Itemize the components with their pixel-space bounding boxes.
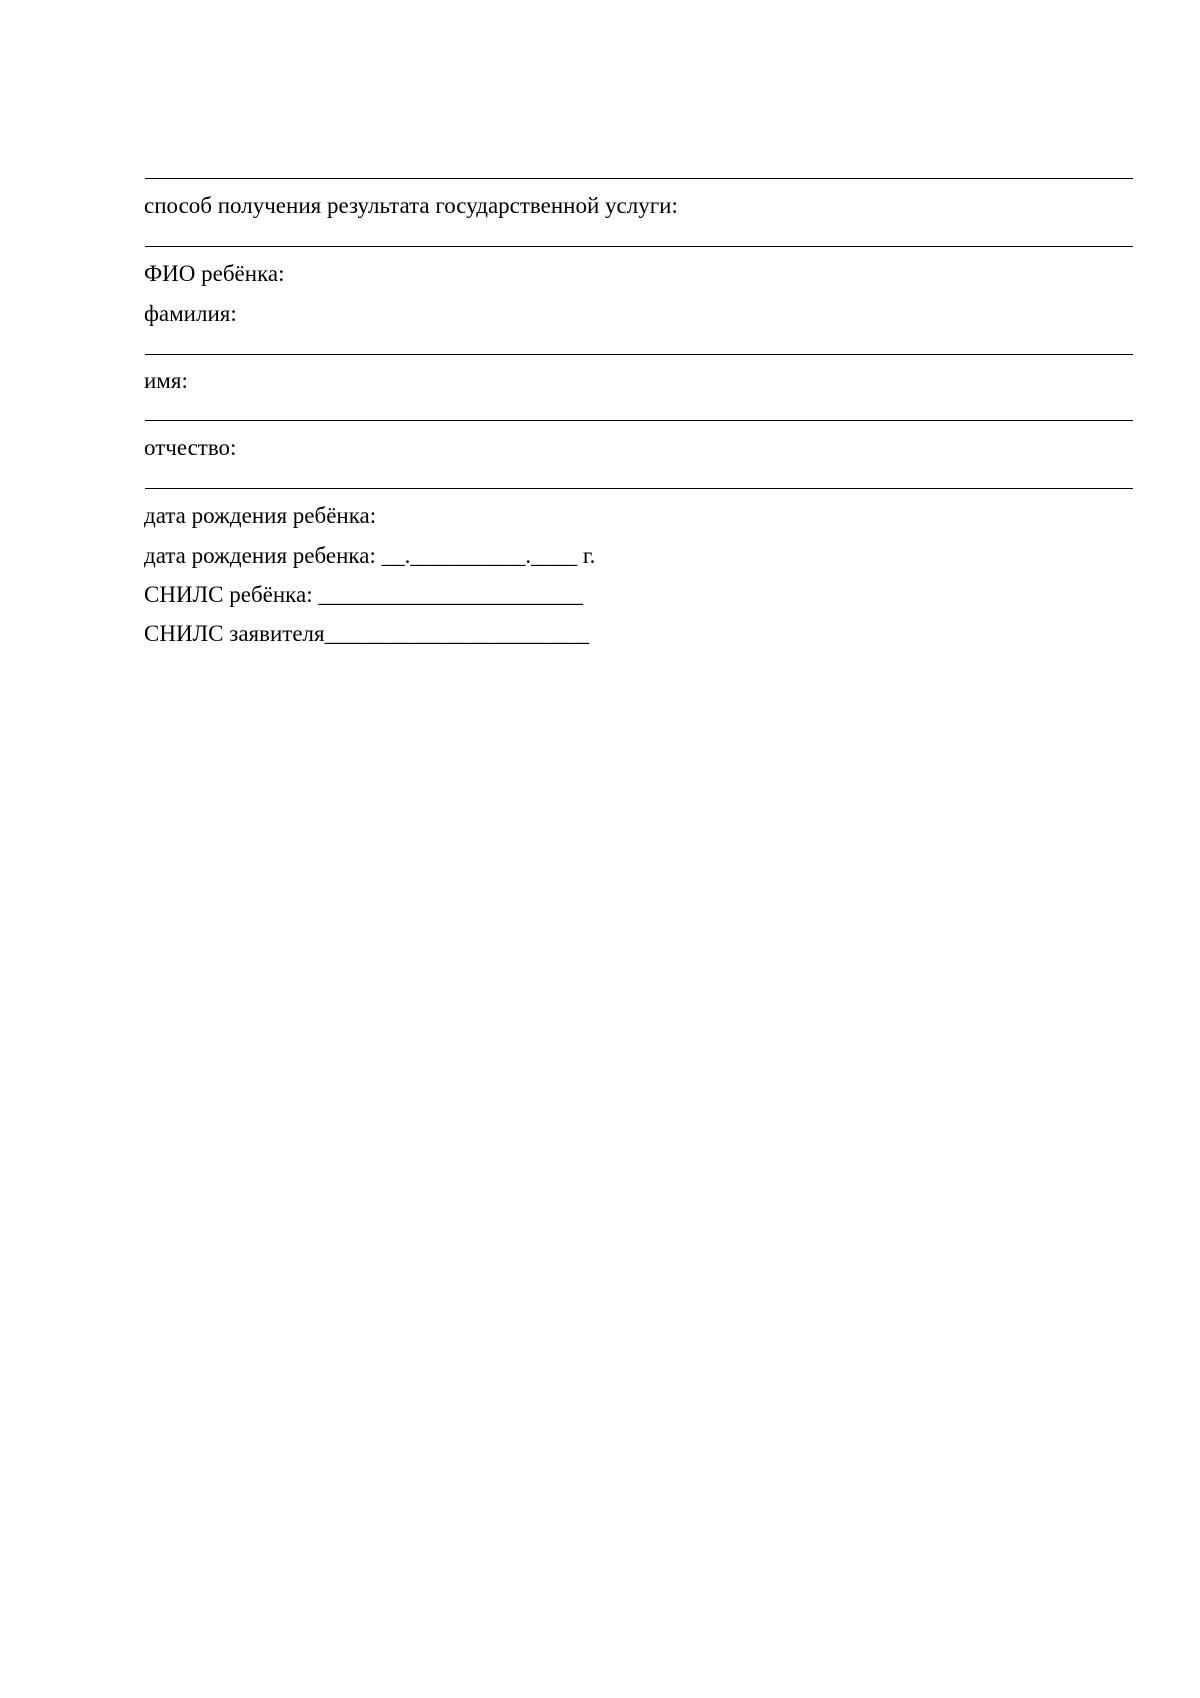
applicant-snils-field[interactable]: СНИЛС заявителя_______________________: [144, 621, 590, 646]
name-label: имя:: [144, 368, 188, 393]
surname-input-line[interactable]: [145, 354, 1133, 355]
child-birthdate-heading: дата рождения ребёнка:: [144, 503, 377, 528]
child-snils-field[interactable]: СНИЛС ребёнка: _______________________: [144, 582, 583, 607]
child-birthdate-field[interactable]: дата рождения ребенка: __.__________.____ г.: [144, 543, 596, 568]
name-input-line[interactable]: [145, 420, 1133, 421]
divider-line: [145, 178, 1133, 179]
result-method-input-line[interactable]: [145, 246, 1133, 247]
surname-label: фамилия:: [144, 301, 237, 326]
result-method-label: способ получения результата государственной услуги:: [144, 193, 678, 218]
child-fio-label: ФИО ребёнка:: [144, 261, 285, 286]
patronymic-input-line[interactable]: [145, 488, 1133, 489]
patronymic-label: отчество:: [144, 435, 237, 460]
